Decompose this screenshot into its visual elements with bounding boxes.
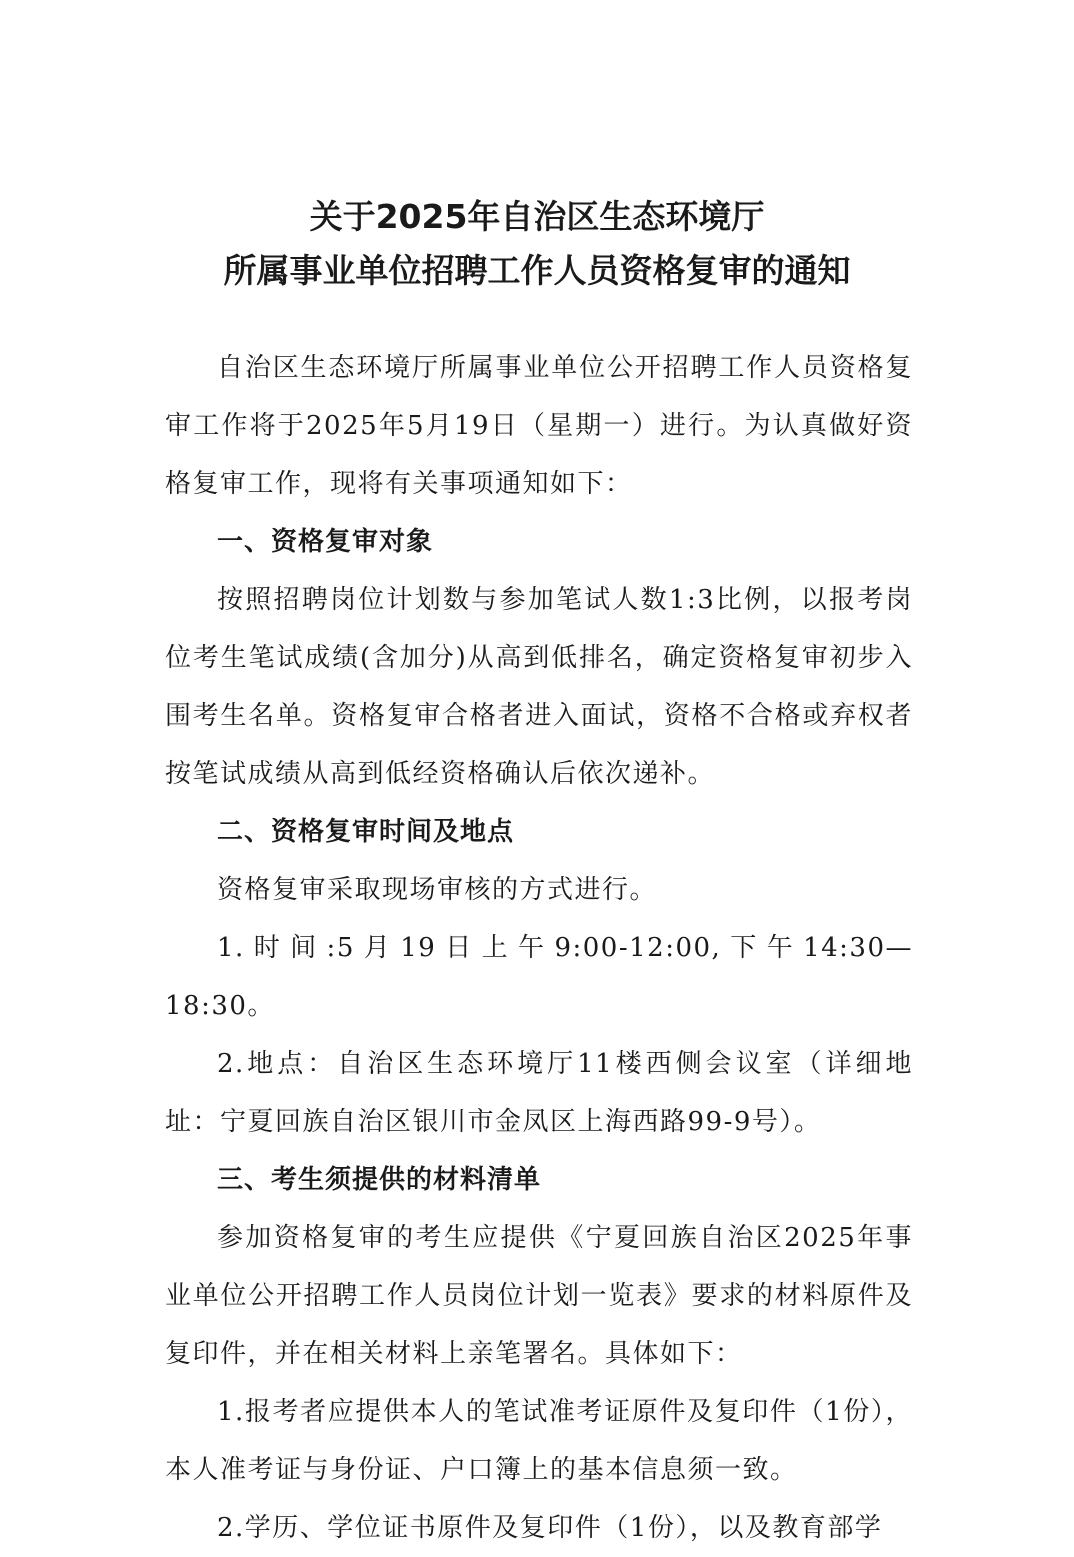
section-2-time: 1.时间:5月19日上午9:00-12:00,下午14:30—18:30。 [165, 933, 913, 1021]
section-3-item-1: 1.报考者应提供本人的笔试准考证原件及复印件（1份），本人准考证与身份证、户口簿上的基本信息须一致。 [165, 1397, 913, 1485]
section-3-item-2: 2.学历、学位证书原件及复印件（1份），以及教育部学 [217, 1513, 883, 1543]
document-body [165, 339, 913, 1557]
section-1-heading: 一、资格复审对象 [217, 527, 434, 557]
section-2-heading: 二、资格复审时间及地点 [217, 817, 515, 847]
document-title-line-1: 关于2025年自治区生态环境厅 [309, 197, 765, 236]
intro-paragraph: 自治区生态环境厅所属事业单位公开招聘工作人员资格复审工作将于2025年5月19日（星期一）进行。为认真做好资格复审工作，现将有关事项通知如下： [165, 353, 913, 499]
section-3-heading: 三、考生须提供的材料清单 [217, 1165, 542, 1195]
section-2-place: 2.地点：自治区生态环境厅11楼西侧会议室（详细地址：宁夏回族自治区银川市金凤区上海西路99-9号）。 [165, 1049, 913, 1137]
section-2-paragraph: 资格复审采取现场审核的方式进行。 [217, 875, 658, 905]
section-1-paragraph: 按照招聘岗位计划数与参加笔试人数1:3比例，以报考岗位考生笔试成绩(含加分)从高到低排名，确定资格复审初步入围考生名单。资格复审合格者进入面试，资格不合格或弃权者按笔试成绩从高到低经资格确认后依次递补。 [165, 585, 913, 789]
section-3-paragraph: 参加资格复审的考生应提供《宁夏回族自治区2025年事业单位公开招聘工作人员岗位计划一览表》要求的材料原件及复印件，并在相关材料上亲笔署名。具体如下： [165, 1223, 913, 1369]
document-title-line-2: 所属事业单位招聘工作人员资格复审的通知 [223, 251, 851, 290]
